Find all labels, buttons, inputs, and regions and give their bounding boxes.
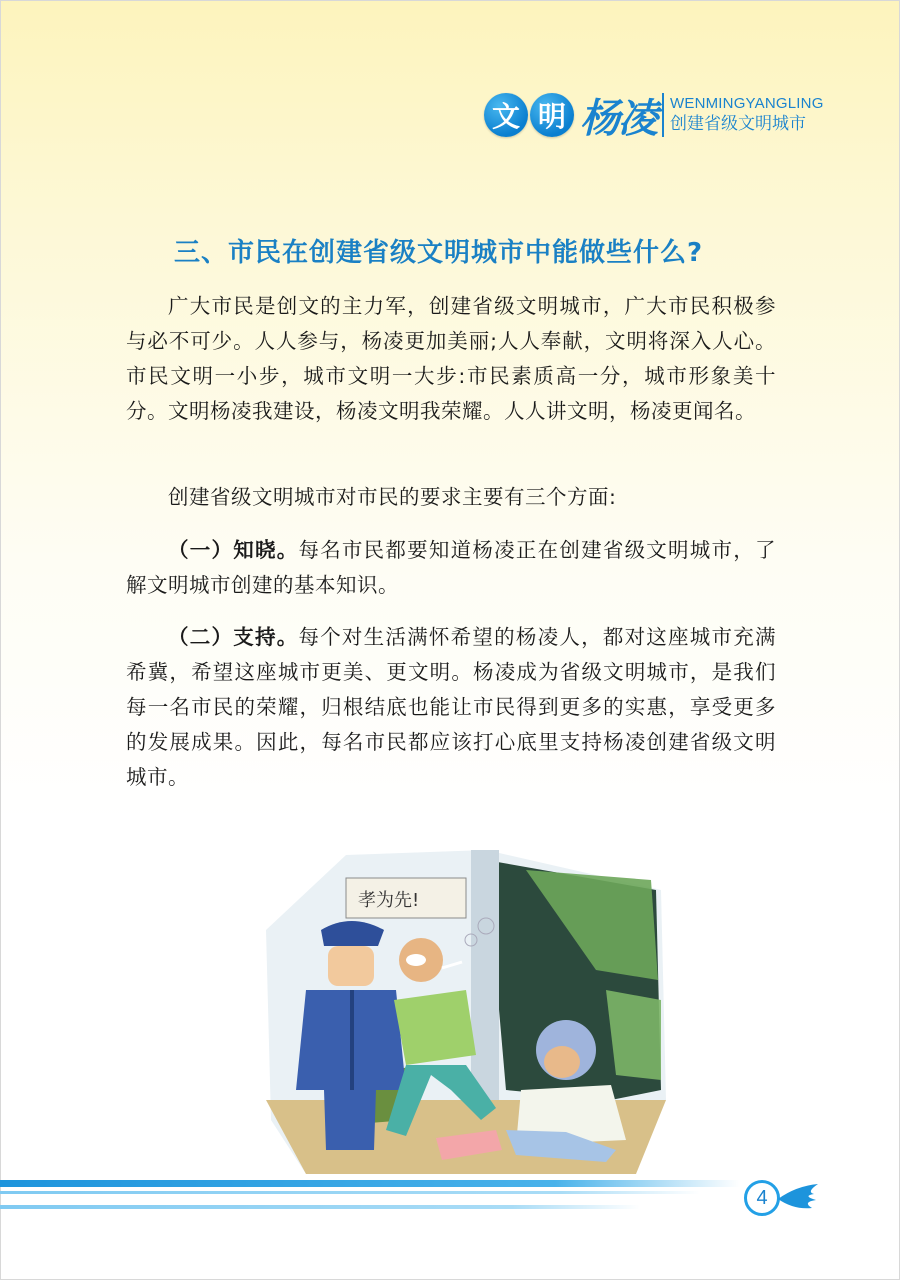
logo-circle-wen: 文 (484, 93, 528, 137)
footer-stripes (0, 1172, 760, 1220)
paragraph-support (126, 620, 776, 795)
paragraph-support-text (126, 620, 776, 795)
paragraph-requirements (126, 480, 776, 515)
flame-icon (776, 1182, 820, 1216)
point-label-know: （一）知晓。 (168, 538, 299, 562)
section-title: 三、市民在创建省级文明城市中能做些什么? (174, 238, 704, 268)
logo-circle-ming: 明 (530, 93, 574, 137)
paragraph-know-text (126, 533, 776, 603)
logo-english: WENMINGYANGLING (670, 95, 824, 112)
paragraph-intro (126, 289, 776, 429)
point-label-support: （二）支持。 (168, 625, 299, 649)
point-body-know: 每名市民都要知道杨凌正在创建省级文明城市，了解文明城市创建的基本知识。 (126, 538, 777, 597)
paragraph-know (126, 533, 776, 603)
logo-divider (662, 93, 664, 137)
brand-logo (484, 90, 824, 140)
logo-text (670, 95, 824, 135)
logo-script-yangling: 杨凌 (580, 94, 656, 142)
point-body-support: 每个对生活满怀希望的杨凌人，都对这座城市充满希冀，希望这座城市更美、更文明。杨凌成为省级文明城市，是我们每一名市民的荣耀，归根结底也能让市民得到更多的实惠，享受更多的发展成果。因此，每名市民都应该打心底里支持杨凌创建省级文明城市。 (126, 625, 777, 789)
paragraph-text: 广大市民是创文的主力军，创建省级文明城市，广大市民积极参与必不可少。人人参与，杨凌更加美丽;人人奉献，文明将深入人心。市民文明一小步，城市文明一大步:市民素质高一分，城市形象美十分。文明杨凌我建设，杨凌文明我荣耀。人人讲文明，杨凌更闻名。 (126, 294, 776, 423)
cartoon-illustration (266, 850, 666, 1174)
paragraph-text: 创建省级文明城市对市民的要求主要有三个方面: (168, 485, 617, 509)
page-number: 4 (744, 1180, 780, 1216)
logo-chinese: 创建省级文明城市 (670, 114, 806, 134)
sign-text: 孝为先! (358, 890, 420, 911)
